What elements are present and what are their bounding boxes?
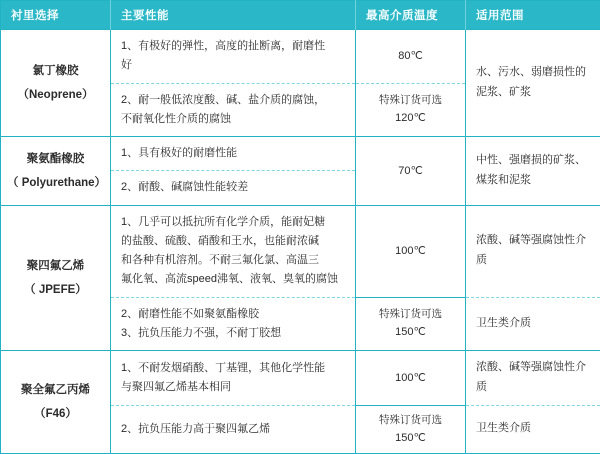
cell-performance: 2、抗负压能力高于聚四氟乙烯 (111, 405, 356, 453)
cell-performance: 1、几乎可以抵抗所有化学介质，能耐妃糖 的盐酸、硫酸、硝酸和王水，也能耐浓碱 和各种有机溶剂。不耐三氟化氯、高温三 氟化氧、高流speed沸氧、液氧、臭氧的腐蚀 (111, 205, 356, 297)
cell-application: 浓酸、碱等强腐蚀性介 质 (466, 351, 600, 406)
cell-application: 浓酸、碱等强腐蚀性介 质 (466, 205, 600, 297)
lining-name-primary: 氯丁橡胶 (7, 59, 104, 83)
lining-name-primary: 聚氨酯橡胶 (7, 147, 104, 171)
cell-max-temp: 100℃ (356, 205, 466, 297)
cell-max-temp: 特殊订货可选 150℃ (356, 297, 466, 351)
table-header (1, 1, 600, 30)
table-body (1, 30, 600, 454)
lining-name-primary: 聚四氟乙烯 (7, 254, 104, 278)
table-row (1, 30, 600, 84)
cell-application: 卫生类介质 (466, 405, 600, 453)
cell-application: 水、污水、弱磨损性的 泥浆、矿浆 (466, 30, 600, 137)
cell-lining-name (1, 205, 111, 351)
cell-max-temp: 80℃ (356, 30, 466, 84)
cell-max-temp: 特殊订货可选 120℃ (356, 83, 466, 137)
lining-name-secondary: （ Polyurethane） (7, 171, 104, 195)
cell-application: 中性、强磨损的矿浆、 煤浆和泥浆 (466, 137, 600, 206)
column-header-application: 适用范围 (466, 1, 600, 30)
cell-lining-name (1, 30, 111, 137)
table-row (1, 351, 600, 406)
cell-application: 卫生类介质 (466, 297, 600, 351)
cell-performance: 1、具有极好的耐磨性能 (111, 137, 356, 171)
table-row (1, 137, 600, 171)
cell-max-temp: 特殊订货可选 150℃ (356, 405, 466, 453)
cell-lining-name (1, 351, 111, 454)
lining-name-primary: 聚全氟乙丙烯 (7, 378, 104, 402)
cell-performance: 1、有极好的弹性，高度的扯断离，耐磨性 好 (111, 30, 356, 84)
cell-performance: 2、耐酸、碱腐蚀性能较差 (111, 171, 356, 205)
column-header-max-temp: 最高介质温度 (356, 1, 466, 30)
cell-performance: 1、不耐发烟硝酸、丁基锂，其他化学性能 与聚四氟乙烯基本相同 (111, 351, 356, 406)
lining-name-secondary: （Neoprene） (7, 83, 104, 107)
column-header-performance: 主要性能 (111, 1, 356, 30)
cell-performance: 2、耐一般低浓度酸、碱、盐介质的腐蚀， 不耐氧化性介质的腐蚀 (111, 83, 356, 137)
lining-name-secondary: （F46） (7, 402, 104, 426)
column-header-lining: 衬里选择 (1, 1, 111, 30)
cell-max-temp: 70℃ (356, 137, 466, 206)
lining-name-secondary: （ JPEFE） (7, 278, 104, 302)
cell-performance: 2、耐磨性能不如聚氨酯橡胶 3、抗负压能力不强，不耐丁胶想 (111, 297, 356, 351)
table-header-row (1, 1, 600, 30)
cell-max-temp: 100℃ (356, 351, 466, 406)
cell-lining-name (1, 137, 111, 206)
